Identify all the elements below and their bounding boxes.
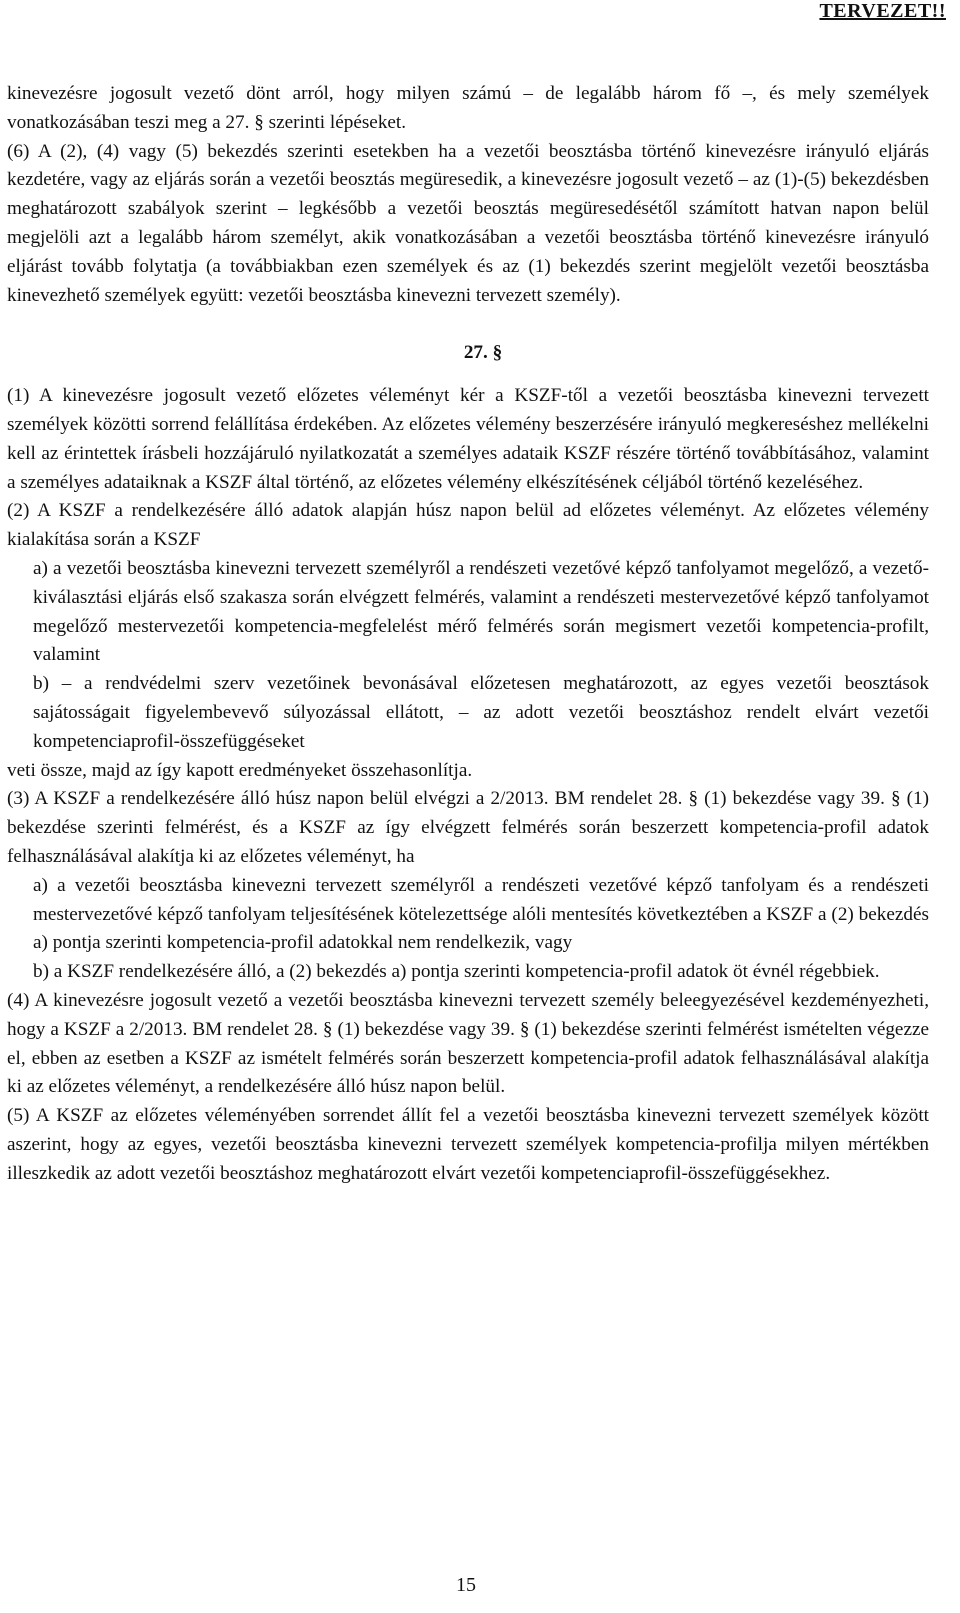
paragraph-27-4: (4) A kinevezésre jogosult vezető a vezetői beosztásba kinevezni tervezett személy beleegyezésével kezdeményezheti, hogy a KSZF a 2/2013. BM rendelet 28. § (1) bekezdése vagy 39. § (1) bekezdése szerinti felmérést ismételten végezze el, ebben az esetben a KSZF az ismételt felmérés során beszerzett kompetencia-profil adatok felhasználásával alakítja ki az előzetes véleményt, a rendelkezésére álló húsz napon belül. <box>7 989 929 1098</box>
paragraph-27-2-end: veti össze, majd az így kapott eredményeket összehasonlítja. <box>7 759 473 781</box>
page-number: 15 <box>456 1574 476 1596</box>
paragraph-27-3: (3) A KSZF a rendelkezésére álló húsz napon belül elvégzi a 2/2013. BM rendelet 28. § (1) bekezdése vagy 39. § (1) bekezdése szerinti felmérést, és a KSZF az így elvégzett felmérés során beszerzett kompetencia-profil adatok felhasználásával alakítja ki az előzetes véleményt, ha <box>7 788 929 867</box>
draft-watermark-label: TERVEZET!! <box>819 0 946 22</box>
paragraph-27-2: (2) A KSZF a rendelkezésére álló adatok alapján húsz napon belül ad előzetes véleményt. Az előzetes vélemény kialakítása során a KSZF <box>7 500 929 551</box>
paragraph-27-2-a: a) a vezetői beosztásba kinevezni tervezett személyről a rendészeti vezetővé képző tanfolyamot megelőző, a vezető-kiválasztási eljárás első szakasza során elvégzett felmérés, valamint a rendészeti mestervezetővé képző tanfolyamot megelőző mestervezetői kompetencia-megfelelést mérő felmérés során megismert vezetői kompetencia-profilt, valamint <box>33 557 929 666</box>
paragraph-27-3-b: b) a KSZF rendelkezésére álló, a (2) bekezdés a) pontja szerinti kompetencia-profil adatok öt évnél régebbiek. <box>33 961 880 983</box>
paragraph-27-5: (5) A KSZF az előzetes véleményében sorrendet állít fel a vezetői beosztásba kinevezni tervezett személyek között aszerint, hogy az egyes, vezetői beosztásba kinevezni tervezett személyek kompetencia-profilja milyen mértékben illeszkedik az adott vezetői beosztáshoz meghatározott elvárt vezetői kompetenciaprofil-összefüggésekhez. <box>7 1105 929 1184</box>
document-body <box>7 80 929 1188</box>
paragraph-27-1: (1) A kinevezésre jogosult vezető előzetes véleményt kér a KSZF-től a vezetői beosztásba kinevezni tervezett személyek közötti sorrend felállítása érdekében. Az előzetes vélemény beszerzésére irányuló megkereséshez mellékelni kell az érintettek írásbeli hozzájáruló nyilatkozatát a személyes adataik KSZF részére történő továbbításához, valamint a személyes adataiknak a KSZF által történő, az előzetes vélemény elkészítésének céljából történő kezeléséhez. <box>7 385 929 493</box>
paragraph-27-3-a: a) a vezetői beosztásba kinevezni tervezett személyről a rendészeti vezetővé képző tanfolyam és a rendészeti mestervezetővé képző tanfolyam teljesítésének kötelezettsége alóli mentesítés következtében a KSZF a (2) bekezdés a) pontja szerinti kompetencia-profil adatokkal nem rendelkezik, vagy <box>33 874 929 954</box>
paragraph-6: (6) A (2), (4) vagy (5) bekezdés szerinti esetekben ha a vezetői beosztásba történő kinevezésre irányuló eljárás kezdetére, vagy az eljárás során a vezetői beosztás megüresedik, a kinevezésre jogosult vezető – az (1)-(5) bekezdésben meghatározott szabályok szerint – legkésőbb a vezetői beosztás megüresedésétől számított hatvan napon belül megjelöli azt a legalább három személyt, akik vonatkozásában a vezetői beosztásba történő kinevezésre irányuló eljárást tovább folytatja (a továbbiakban ezen személyek és az (1) bekezdés szerint megjelölt vezetői beosztásba kinevezhető személyek együtt: vezetői beosztásba kinevezni tervezett személy). <box>7 140 929 306</box>
paragraph-intro: kinevezésre jogosult vezető dönt arról, hogy milyen számú – de legalább három fő –, és mely személyek vonatkozásában teszi meg a 27. § szerinti lépéseket. <box>7 83 929 133</box>
section-title: 27. § <box>463 342 503 364</box>
paragraph-27-2-b: b) – a rendvédelmi szerv vezetőinek bevonásával előzetesen meghatározott, az egyes vezetői beosztások sajátosságait figyelembevevő súlyozással ellátott, – az adott vezetői beosztáshoz rendelt elvárt vezetői kompetenciaprofil-összefüggéseket <box>33 673 929 752</box>
